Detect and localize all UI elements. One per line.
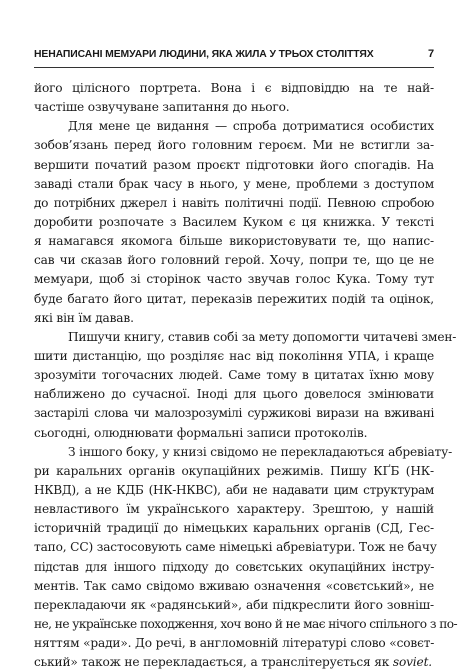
text-line: заваді стали брак часу в нього, у мене, проблеми з доступом <box>34 176 434 191</box>
text-line: підстав для іншого підходу до совєтських окупаційних інстру- <box>34 559 434 574</box>
text-line: історичній традиції до німецьких каральних органів (СД, Гес- <box>34 521 434 536</box>
paragraph-start-line: Пишучи книгу, ставив собі за мету допомогти читачеві змен- <box>68 329 457 344</box>
text-line: шити дистанцію, що розділяє нас від покоління УПА, і краще <box>34 348 434 363</box>
text-line: наближено до сучасної. Іноді для цього довелося змінювати <box>34 387 434 402</box>
running-header <box>34 43 434 68</box>
paragraph-start-line: З іншого боку, у книзі свідомо не перекладаються абревіату- <box>68 444 453 459</box>
text-line: які він їм давав. <box>34 310 134 325</box>
italic-word: soviet. <box>392 655 433 670</box>
paragraph-start-line: Для мене це видання — спроба дотриматися особистих <box>68 119 434 134</box>
text-line: зрозуміти тогочасних людей. Саме тому в цитатах їхню мову <box>34 368 434 383</box>
body-text <box>34 79 458 672</box>
text-line: я намагався якомога більше використовувати те, що напис- <box>34 234 434 249</box>
text-line: вершити почaтий разом проєкт підготовки його спогадів. На <box>34 157 434 172</box>
text-line: до потрібних джерел і навіть політичні події. Певною спробою <box>34 195 434 210</box>
running-title: НЕНАПИСАНІ МЕМУАРИ ЛЮДИНИ, ЯКА ЖИЛА У ТРЬОХ СТОЛІТТЯХ <box>34 49 374 60</box>
text-line: невластивого їм українського характеру. Зрештою, у нашій <box>34 502 434 517</box>
text-line: зобов’язань перед його головним героєм. Ми не встигли за- <box>34 138 434 153</box>
text-line: буде багато його цитат, переказів пережитих подій та оцінок, <box>34 291 434 306</box>
text-line: НКВД), а не КДБ (НК-НКВС), аби не надавати цим структурам <box>34 482 434 497</box>
page-number: 7 <box>427 48 434 60</box>
text-line: застарілі слова чи малозрозумілі суржикові вирази на вживані <box>34 406 434 421</box>
text-line: ментів. Так само свідомо вживаю означення «совєтський», не <box>34 578 434 593</box>
text-line: няттям «ради». До речі, в англомовній літературі слово «совєт- <box>34 636 435 651</box>
text-line: тапо, СС) застосовують саме німецькі абревіатури. Тож не бачу <box>34 540 437 555</box>
text-line: сав чи сказав його головний герой. Хочу, попри те, що це не <box>34 253 434 268</box>
text-line-with-italic <box>34 653 434 672</box>
text-line: перекладаючи як «радянський», аби підкреслити його зовніш- <box>34 597 434 612</box>
text-line: мемуари, щоб зі сторінок часто звучав голос Кука. Тому тут <box>34 272 434 287</box>
text-segment: ський» також не перекладається, а транслітерується як <box>34 655 390 670</box>
text-line: не, не українське походження, хоч воно й не має нічого спільного з по- <box>34 616 458 631</box>
text-line: ри каральних органів окупаційних режимів. Пишу КҐБ (НК- <box>34 463 434 478</box>
text-line: його цілісного портрета. Вона і є відповіддю на те най- <box>34 81 434 95</box>
text-line: сьогодні, олюднювати формальні записи протоколів. <box>34 425 368 440</box>
text-line: частіше озвучуване запитання до нього. <box>34 100 290 115</box>
text-line: доробити розпочате з Василем Куком є ця книжка. У тексті <box>34 214 434 229</box>
